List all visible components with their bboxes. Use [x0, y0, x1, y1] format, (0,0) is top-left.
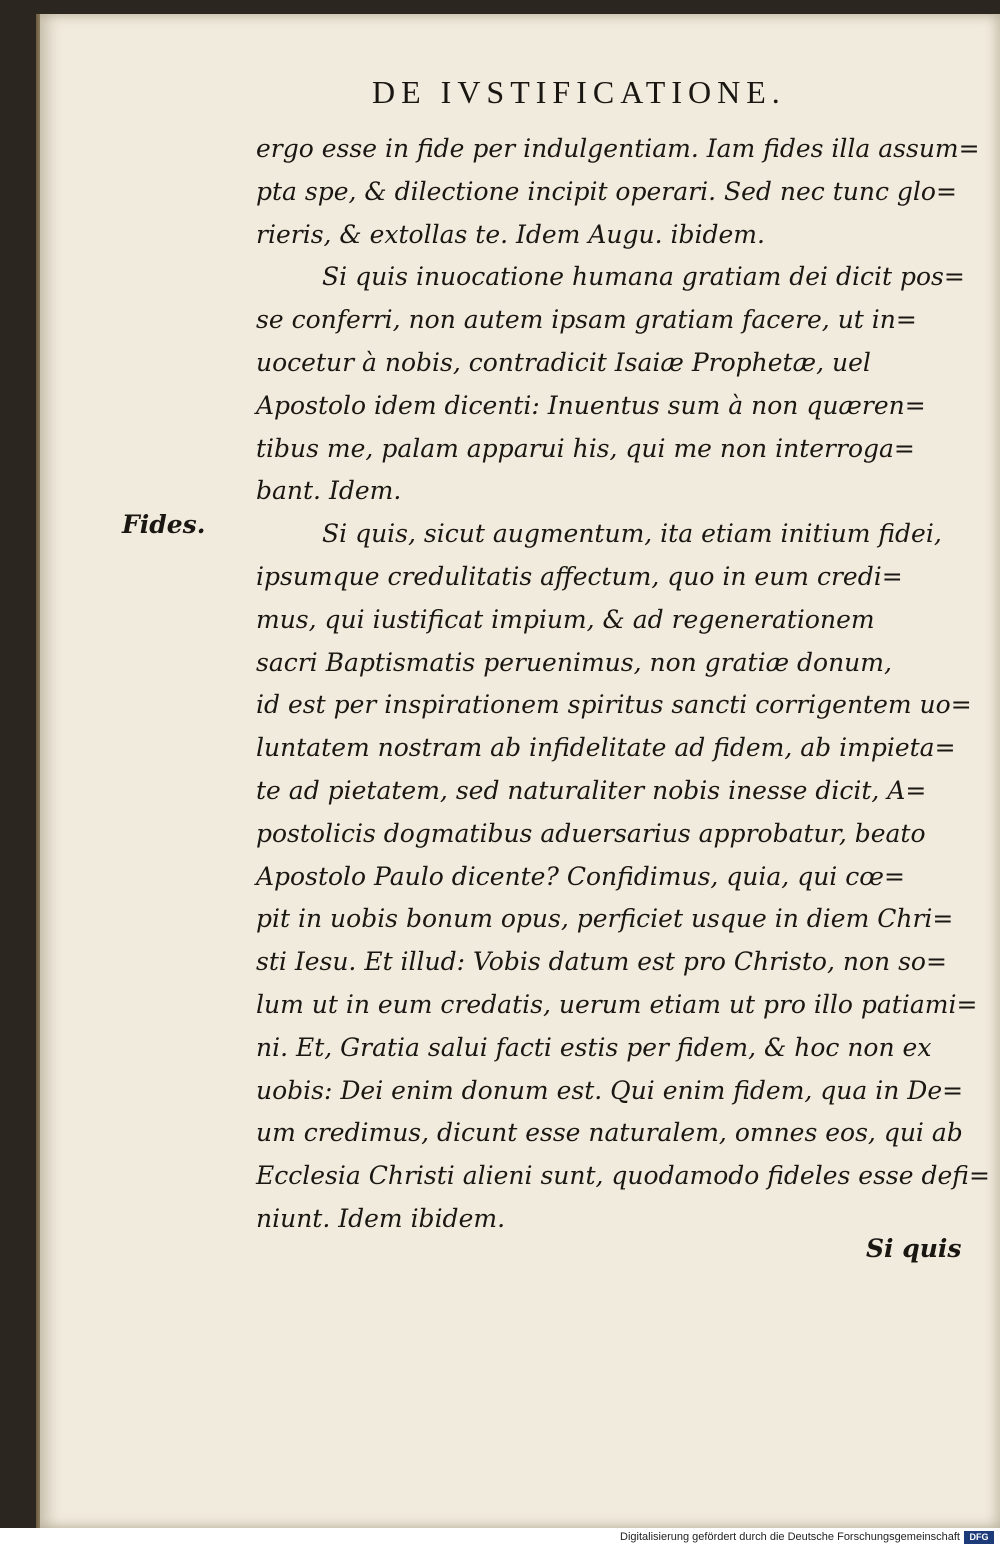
text-line: ergo esse in fide per indulgentiam. Iam fides illa assum=	[256, 134, 980, 163]
text-line: uobis: Dei enim donum est. Qui enim fidem, qua in De=	[256, 1075, 964, 1105]
text-line: sacri Baptismatis peruenimus, non gratiæ donum,	[256, 647, 892, 677]
text-line: se conferri, non autem ipsam gratiam facere, ut in=	[256, 305, 917, 335]
catchword: Si quis	[866, 1234, 962, 1263]
text-line: tibus me, palam apparui his, qui me non interroga=	[256, 433, 915, 463]
text-line: postolicis dogmatibus aduersarius approbatur, beato	[256, 818, 926, 848]
text-line: id est per inspirationem spiritus sancti corrigentem uo=	[256, 690, 972, 720]
text-line: Apostolo Paulo dicente? Confidimus, quia, qui cœ=	[256, 861, 905, 891]
text-line: uocetur à nobis, contradicit Isaiæ Prophetæ, uel	[256, 347, 871, 377]
text-line: um credimus, dicunt esse naturalem, omnes eos, qui ab	[256, 1118, 963, 1148]
body-text	[256, 128, 990, 1241]
dfg-logo: DFG	[964, 1531, 994, 1544]
text-line: mus, qui iustificat impium, & ad regenerationem	[256, 604, 875, 634]
text-line: luntatem nostram ab infidelitate ad fidem, ab impieta=	[256, 733, 956, 763]
text-line: Ecclesia Christi alieni sunt, quodamodo fideles esse defi=	[256, 1161, 990, 1191]
text-line: te ad pietatem, sed naturaliter nobis inesse dicit, A=	[256, 775, 927, 805]
margin-note: Fides.	[122, 510, 206, 539]
text-line: rieris, & extollas te. Idem Augu. ibidem.	[256, 219, 765, 249]
text-line: Si quis, sicut augmentum, ita etiam initium fidei,	[322, 519, 942, 549]
text-line: niunt. Idem ibidem.	[256, 1203, 506, 1233]
text-line: lum ut in eum credatis, uerum etiam ut pro illo patiami=	[256, 989, 978, 1019]
text-line: pit in uobis bonum opus, perficiet usque in diem Chri=	[256, 904, 954, 934]
text-line: bant. Idem.	[256, 476, 402, 506]
text-line: ipsumque credulitatis affectum, quo in eum credi=	[256, 561, 903, 591]
text-line: Apostolo idem dicenti: Inuentus sum à non quæren=	[256, 390, 926, 420]
text-line: sti Iesu. Et illud: Vobis datum est pro Christo, non so=	[256, 947, 947, 977]
running-head: DE IVSTIFICATIONE.	[372, 74, 786, 110]
text-line: pta spe, & dilectione incipit operari. Sed nec tunc glo=	[256, 176, 957, 206]
footer-bar	[0, 1528, 1000, 1548]
text-line: Si quis inuocatione humana gratiam dei dicit pos=	[322, 262, 965, 292]
text-line: ni. Et, Gratia salui facti estis per fidem, & hoc non ex	[256, 1032, 932, 1062]
funding-credit: Digitalisierung gefördert durch die Deutsche Forschungsgemeinschaft	[620, 1531, 960, 1543]
